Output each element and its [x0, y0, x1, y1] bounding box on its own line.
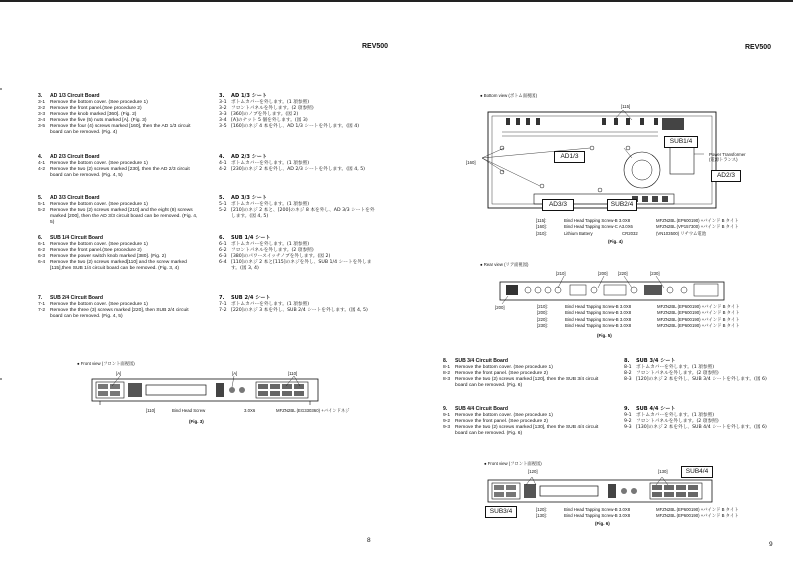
- legend-name: Bind Head Tapping Screw-B 3.0X8: [565, 304, 632, 309]
- step-number: 6-2: [219, 247, 227, 253]
- legend-name: Bind Head Tapping Screw-C A3.0X6: [564, 224, 633, 230]
- section-number: 4.: [38, 154, 43, 160]
- step-number: 5-1: [219, 201, 227, 207]
- legend-name: Bind Head Tapping Screw-B 3.0X8: [565, 310, 632, 316]
- section-heading: [219, 93, 379, 99]
- procedure-step: [624, 377, 782, 383]
- step-number: 4-2: [219, 166, 227, 172]
- procedure-section: [38, 235, 200, 272]
- section-number: 5.: [219, 195, 225, 201]
- step-number: 9-3: [624, 424, 632, 430]
- step-text: [110]のネジ 2 本と[115]のネジを外し、SUB 1/4 シートを外します。(図 3, 4): [231, 259, 372, 271]
- legend-code: MFZN2BL (EP600190) +バインド B タイト: [657, 304, 740, 309]
- procedure-section: [219, 195, 379, 220]
- section-heading: [219, 154, 379, 160]
- fig6-callout-130: [130]: [658, 469, 668, 474]
- procedure-step: [443, 377, 603, 389]
- fig4-callout-160: [160]: [466, 160, 476, 165]
- step-text: Remove the two (2) screws marked [230], then the AD 2/3 circuit board can be removed. (Fig. 4, 5): [50, 166, 190, 178]
- step-number: 3-3: [219, 111, 227, 117]
- step-text: [120]のネジ 2 本を外し、SUB 3/4 シートを外します。(図 6): [636, 376, 767, 382]
- step-number: 7-2: [219, 307, 227, 313]
- fig4-bottom-view-drawing: [482, 108, 722, 212]
- legend-code: MFZN2BL (EP600190) +バインド B タイト: [657, 322, 740, 328]
- legend-ref: [120]:: [536, 507, 547, 512]
- procedure-step: [219, 308, 379, 314]
- right-page-header: REV500: [745, 44, 772, 51]
- left-page-number: 8: [367, 537, 371, 544]
- step-number: 3-1: [38, 99, 46, 105]
- step-text: ボトムカバーを外します。(1 項参照): [231, 99, 310, 105]
- step-text: フロントパネルを外します。(2 項参照): [636, 370, 719, 376]
- step-number: 8-1: [443, 364, 451, 370]
- fig4-legend: [536, 218, 739, 237]
- procedure-section: [443, 406, 603, 437]
- section-number: 9.: [443, 406, 448, 412]
- right-page-number: 9: [769, 541, 773, 548]
- fig5-callout-230: [230]: [650, 271, 660, 276]
- procedure-step: [219, 124, 379, 130]
- procedure-step: [38, 167, 200, 179]
- section-number: 4.: [219, 154, 225, 160]
- board-label-sub4-4: SUB4/4: [681, 466, 713, 478]
- step-text: フロントパネルを外します。(2 項参照): [231, 105, 314, 111]
- procedure-step: [219, 167, 379, 173]
- step-text: ボトムカバーを外します。(1 項参照): [231, 160, 310, 166]
- step-text: Remove the bottom cover. (See procedure 1): [455, 412, 553, 418]
- fig3-caption: (Fig. 3): [189, 419, 204, 424]
- step-number: 6-3: [219, 253, 227, 259]
- legend-code: MFZN2BL (EP600190) +バインド B タイト: [656, 507, 739, 512]
- fig6-caption: (Fig. 6): [595, 521, 610, 526]
- section-heading: [38, 93, 200, 99]
- board-label-sub1-4: SUB1/4: [664, 136, 698, 148]
- legend-name: Lithium Battery: [564, 230, 593, 236]
- step-number: 5-2: [219, 207, 227, 213]
- procedure-section: [219, 93, 379, 130]
- step-text: ボトムカバーを外します。(1 項参照): [231, 301, 310, 307]
- section-title: AD 2/3 Circuit Board: [50, 154, 100, 160]
- procedure-step: [38, 308, 200, 320]
- step-text: [210]のネジ 2 本と、[200]のネジ 8 本を外し、AD 3/3 シートを外します。(図 4, 5): [231, 207, 375, 219]
- section-number: 9.: [624, 406, 630, 412]
- section-number: 6.: [219, 235, 225, 241]
- legend-name: Bind Head Tapping Screw-B 3.0X8: [564, 513, 631, 519]
- page-top-edge: [0, 0, 793, 2]
- step-number: 9-1: [624, 412, 632, 418]
- fig6-legend: [536, 507, 739, 520]
- fig6-view-label: ● Front view (フロント面視図): [484, 461, 542, 466]
- step-number: 3-4: [38, 117, 46, 123]
- procedure-step: [38, 208, 200, 226]
- legend-ref: [160]:: [536, 224, 547, 230]
- margin-mark: [0, 88, 2, 90]
- fig6-callout-120: [120]: [528, 469, 538, 474]
- board-label-sub2-4: SUB2/4: [607, 199, 637, 211]
- section-title: SUB 3/4 シート: [636, 358, 676, 364]
- step-text: Remove the bottom cover. (See procedure 1): [50, 301, 148, 307]
- step-text: Remove the four (4) screws marked [160], then the AD 1/3 circuit board can be removed. (Fig. 4): [50, 123, 191, 136]
- step-text: Remove the bottom cover. (See procedure 1): [455, 364, 553, 370]
- procedure-section: [219, 295, 379, 314]
- fig4-view-label: ● Bottom view (ボトム面視図): [480, 93, 538, 98]
- section-number: 3.: [38, 93, 43, 99]
- step-text: [380]のパワースイッチノブを外します。(図 2): [231, 253, 331, 259]
- fig5-caption: (Fig. 5): [597, 333, 612, 338]
- fig5-callout-200: [200]: [598, 271, 608, 276]
- section-heading: [38, 154, 200, 160]
- step-text: [A]のナット 5 個を外します。(図 3): [231, 117, 308, 123]
- step-number: 9-2: [443, 418, 451, 424]
- step-number: 4-1: [38, 160, 46, 166]
- legend-ref: [220]:: [537, 316, 548, 322]
- fig3-callout-a: [A]: [116, 371, 122, 376]
- step-text: フロントパネルを外します。(2 項参照): [231, 247, 314, 253]
- step-text: [230]のネジ 2 本を外し、AD 2/3 シートを外します。(図 4, 5): [231, 166, 365, 172]
- section-heading: [219, 235, 379, 241]
- procedure-section: [38, 154, 200, 179]
- legend-code: MFZN2BL (EP600190) +バインド B タイト: [657, 316, 740, 322]
- fig6-front-panel-drawing: [486, 477, 714, 505]
- section-number: 6.: [38, 235, 43, 241]
- legend-code: (VN103500) リチウム電池: [656, 230, 707, 236]
- step-text: Remove the five (5) nuts marked [A]. (Fig. 3): [50, 117, 147, 123]
- legend-ref: [210]:: [537, 304, 548, 309]
- section-title: SUB 2/4 Circuit Board: [50, 295, 103, 301]
- section-title: AD 3/3 シート: [231, 195, 267, 201]
- step-text: Remove the two (2) screws marked[110] and the screw marked [115],then SUB 1/4 circuit board can be removed. (Fig. 3, 4): [50, 259, 187, 271]
- fig3-legend-row: [146, 408, 349, 414]
- procedure-step: [219, 208, 379, 220]
- step-text: Remove the bottom cover. (See procedure 1): [50, 99, 148, 105]
- margin-mark: [0, 378, 2, 380]
- step-text: Remove the front panel. (See procedure 2): [455, 370, 548, 376]
- section-number: 5.: [38, 195, 43, 201]
- section-number: 7.: [38, 295, 43, 301]
- section-title: AD 1/3 シート: [231, 93, 267, 99]
- section-title: SUB 2/4 シート: [231, 295, 271, 301]
- legend-code: MFZN2BL (EP600190) +バインド B タイト: [656, 513, 739, 519]
- step-number: 9-2: [624, 418, 632, 424]
- procedure-step: [219, 260, 379, 272]
- board-label-ad3-3: AD3/3: [542, 199, 574, 211]
- step-number: 8-2: [624, 370, 632, 376]
- section-title: SUB 1/4 シート: [231, 235, 271, 241]
- fig4-caption: (Fig. 4): [608, 239, 623, 244]
- step-number: 5-1: [38, 201, 46, 207]
- section-number: 8.: [624, 358, 630, 364]
- step-text: Remove the two (2) screws marked [130], then the SUB 4/4 circuit board can be removed. (Fig. 6): [455, 424, 599, 436]
- section-title: SUB 1/4 Circuit Board: [50, 235, 103, 241]
- fig3-callout-110: [110]: [288, 371, 298, 376]
- procedure-section: [219, 154, 379, 173]
- step-number: 3-2: [38, 105, 46, 111]
- legend-code: MFZN2BL (EG330360) +バインドネジ: [276, 408, 350, 413]
- step-number: 3-1: [219, 99, 227, 105]
- left-page-header: REV500: [362, 43, 389, 50]
- legend-ref: [110]: [146, 408, 156, 413]
- step-number: 4-2: [38, 166, 46, 172]
- step-number: 8-3: [443, 376, 451, 382]
- step-number: 8-3: [624, 376, 632, 382]
- step-number: 3-3: [38, 111, 46, 117]
- legend-name: Bind Head Tapping Screw-B 3.0X8: [565, 316, 632, 322]
- legend-name: Bind Head Screw: [172, 408, 206, 413]
- step-text: [160]のネジ 4 本を外し、AD 1/3 シートを外します。(図 4): [231, 123, 360, 129]
- section-heading: [443, 406, 603, 412]
- fig3-callout-a: [A]: [232, 371, 238, 376]
- section-title: AD 3/3 Circuit Board: [50, 195, 100, 201]
- step-number: 5-2: [38, 207, 46, 213]
- board-label-ad2-3: AD2/3: [711, 170, 741, 182]
- fig5-callout-220: [220]: [618, 271, 628, 276]
- step-number: 9-1: [443, 412, 451, 418]
- fig5-rear-view-drawing: [494, 276, 730, 304]
- step-text: フロントパネルを外します。(2 項参照): [636, 418, 719, 424]
- procedure-section: [624, 406, 782, 431]
- section-heading: [624, 358, 782, 364]
- section-title: SUB 3/4 Circuit Board: [455, 358, 508, 364]
- legend-ref: [200]:: [537, 310, 548, 316]
- step-text: [130]のネジ 2 本を外し、SUB 4/4 シートを外します。(図 6): [636, 424, 767, 430]
- step-text: ボトムカバーを外します。(1 項参照): [636, 364, 715, 370]
- procedure-section: [219, 235, 379, 272]
- procedure-step: [38, 124, 200, 136]
- section-title: AD 1/3 Circuit Board: [50, 93, 100, 99]
- section-title: SUB 4/4 シート: [636, 406, 676, 412]
- step-number: 6-3: [38, 253, 46, 259]
- step-number: 9-3: [443, 424, 451, 430]
- procedure-section: [38, 295, 200, 320]
- step-text: [220]のネジ 3 本を外し、SUB 2/4 シートを外します。(図 4, 5): [231, 307, 368, 313]
- board-label-ad1-3: AD1/3: [554, 151, 585, 163]
- procedure-step: [443, 425, 603, 437]
- section-number: 3.: [219, 93, 225, 99]
- legend-name: Bind Head Tapping Screw-B 3.0X8: [565, 322, 632, 328]
- step-number: 6-1: [219, 241, 227, 247]
- legend-ref: [130]:: [536, 513, 547, 519]
- step-number: 4-1: [219, 160, 227, 166]
- section-heading: [38, 195, 200, 201]
- legend-mid: CR2032: [622, 230, 638, 236]
- step-number: 7-2: [38, 307, 46, 313]
- procedure-section: [38, 195, 200, 226]
- legend-code: MFZN2BL (EP600190) +バインド B タイト: [656, 218, 739, 223]
- legend-name: Bind Head Tapping Screw-B 3.0X8: [564, 218, 631, 223]
- legend-ref: [230]:: [537, 322, 548, 328]
- step-text: Remove the bottom cover. (See procedure 1): [50, 160, 148, 166]
- step-number: 3-2: [219, 105, 227, 111]
- step-number: 7-1: [38, 301, 46, 307]
- step-number: 8-2: [443, 370, 451, 376]
- step-number: 8-1: [624, 364, 632, 370]
- step-text: Remove the three (3) screws marked [220], then SUB 2/4 circuit board can be removed. (Fig. 4, 5): [50, 307, 189, 319]
- section-heading: [624, 406, 782, 412]
- step-text: Remove the two (2) screws marked [120], then the SUB 3/4 circuit board can be removed. (Fig. 6): [455, 376, 599, 388]
- procedure-section: [38, 93, 200, 136]
- power-transformer-jp-text: (電源トランス): [709, 157, 738, 162]
- section-heading: [219, 295, 379, 301]
- procedure-section: [624, 358, 782, 383]
- section-number: 8.: [443, 358, 448, 364]
- fig5-callout-200-left: [200]: [495, 305, 505, 310]
- legend-name: Bind Head Tapping Screw-B 3.0X8: [564, 507, 631, 512]
- step-number: 6-1: [38, 241, 46, 247]
- step-number: 3-5: [38, 123, 46, 129]
- step-text: ボトムカバーを外します。(1 項参照): [636, 412, 715, 418]
- legend-code: MFZN2BL (EP600190) +バインド B タイト: [657, 310, 740, 316]
- fig3-front-panel-drawing: [90, 376, 320, 406]
- procedure-step: [38, 260, 200, 272]
- fig3-view-label: ● Front view (フロント面視図): [77, 361, 135, 366]
- step-text: Remove the front panel.(See procedure 2): [50, 105, 142, 111]
- legend-code: MFZN2BL (VP157300) +バインド B タイト: [656, 224, 739, 230]
- board-label-sub3-4: SUB3/4: [485, 506, 517, 518]
- section-heading: [219, 195, 379, 201]
- section-title: AD 2/3 シート: [231, 154, 267, 160]
- step-text: Remove the bottom cover. (See procedure 1): [50, 201, 148, 207]
- legend-ref: [310]:: [536, 230, 547, 236]
- section-heading: [38, 295, 200, 301]
- fig5-callout-210: [210]: [556, 271, 566, 276]
- step-text: Remove the bottom cover. (See procedure 1): [50, 241, 148, 247]
- section-heading: [38, 235, 200, 241]
- step-text: Remove the front panel.(See procedure 2): [50, 247, 142, 253]
- power-transformer-label: [709, 152, 746, 162]
- step-text: [360]のノブを外します。(図 2): [231, 111, 299, 117]
- step-text: Remove the two (2) screws marked [210] and the eight (8) screws marked [200], then the AD 3/3 circuit board can be removed. (Fig. 4, 5): [50, 207, 198, 225]
- fig4-callout-115: [115]: [621, 104, 631, 109]
- step-number: 6-4: [38, 259, 46, 265]
- step-number: 6-2: [38, 247, 46, 253]
- section-heading: [443, 358, 603, 364]
- step-text: Remove the front panel. (See procedure 2): [455, 418, 548, 424]
- step-number: 3-4: [219, 117, 227, 123]
- fig5-legend: [537, 304, 740, 329]
- step-text: Remove the knob marked [360]. (Fig. 2): [50, 111, 137, 117]
- legend-ref: [115]:: [536, 218, 547, 223]
- section-number: 7.: [219, 295, 225, 301]
- power-transformer-text: Power Transformer: [709, 152, 746, 157]
- step-number: 7-1: [219, 301, 227, 307]
- fig5-view-label: ● Rear view (リア面視図): [480, 262, 529, 267]
- step-number: 6-4: [219, 259, 227, 265]
- step-number: 3-5: [219, 123, 227, 129]
- procedure-section: [443, 358, 603, 389]
- section-title: SUB 4/4 Circuit Board: [455, 406, 508, 412]
- step-text: ボトムカバーを外します。(1 項参照): [231, 241, 310, 247]
- step-text: ボトムカバーを外します。(1 項参照): [231, 201, 310, 207]
- procedure-step: [624, 425, 782, 431]
- step-text: Remove the power switch knob marked [380]. (Fig. 2): [50, 253, 167, 259]
- legend-size: 3.0X6: [244, 408, 256, 413]
